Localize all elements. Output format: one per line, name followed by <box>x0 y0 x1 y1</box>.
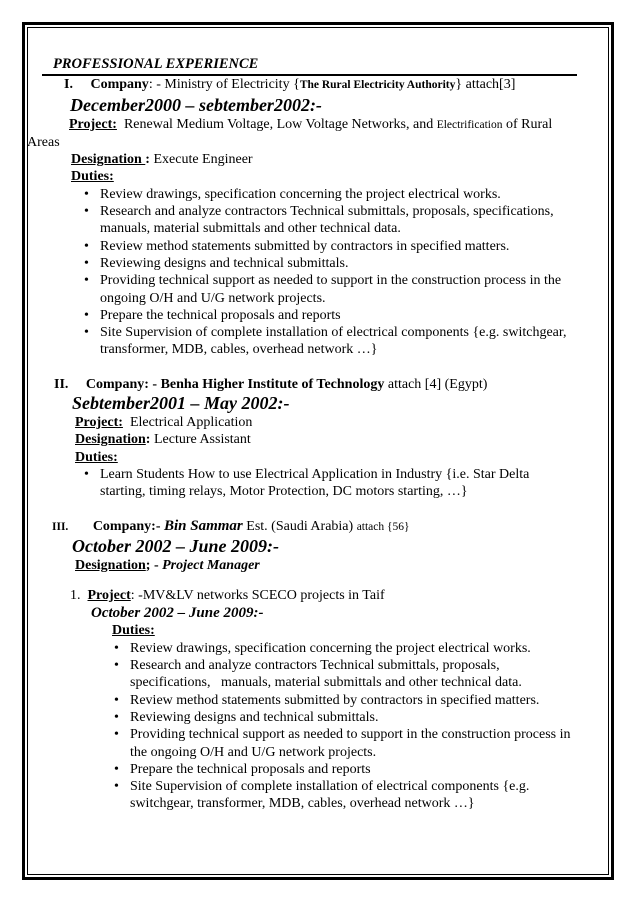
job1-designation-text: Execute Engineer <box>149 152 253 168</box>
job3-duties-list <box>42 640 580 813</box>
job2-designation-sep: : <box>145 432 151 448</box>
job1-company-label: Company <box>90 77 149 93</box>
duty-continuation: transformer, MDB, cables, overhead network …} <box>100 342 378 358</box>
job1-dates: December2000 – sebtember2002:- <box>70 94 322 115</box>
job1-company-line <box>42 76 580 94</box>
job1-project-label: Project: <box>69 116 117 132</box>
duty-item: • Providing technical support as needed to support in the construction process in the <box>100 272 580 289</box>
duty-item-cont <box>100 290 580 307</box>
duty-item: • Review method statements submitted by contractors in specified matters. <box>100 238 580 255</box>
job1-project-text-c: of Rural <box>502 116 553 132</box>
job2-project-label: Project: <box>75 415 123 431</box>
duty-item: • Prepare the technical proposals and reports <box>100 307 580 324</box>
job2-designation-text: Lecture Assistant <box>150 432 251 448</box>
resume-content <box>27 56 580 813</box>
duty-item: • Reviewing designs and technical submittals. <box>130 709 580 726</box>
job2-duties-list <box>42 466 580 501</box>
job1-project-continued: Areas <box>27 134 60 150</box>
duty-continuation: ongoing O/H and U/G network projects. <box>100 290 326 306</box>
job3-project-num: 1. <box>70 588 81 604</box>
duty-continuation: switchgear, transformer, MDB, cables, overhead network …} <box>130 796 475 812</box>
section-heading: PROFESSIONAL EXPERIENCE <box>42 56 577 76</box>
job2-company-label: Company: - Benha Higher Institute of Technology <box>85 376 385 392</box>
duty-item-cont <box>100 483 580 500</box>
duty-item: • Review drawings, specification concerning the project electrical works. <box>130 640 580 657</box>
job3-roman: III. <box>52 520 69 533</box>
job3-project-line <box>42 587 580 604</box>
job1-project-text-b: Electrification <box>436 118 503 131</box>
job2-attach: attach [4] (Egypt) <box>384 376 488 392</box>
job2-roman: II. <box>54 376 69 392</box>
duty-item-cont <box>130 744 580 761</box>
duty-item: • Site Supervision of complete installation of electrical components {e.g. switchgear, <box>100 324 580 341</box>
duty-continuation: manuals, material submittals and other technical data. <box>100 221 401 237</box>
duty-item-cont <box>100 341 580 358</box>
job3-company-name: Bin Sammar <box>163 517 243 534</box>
job2-project-line <box>42 414 580 431</box>
job3-designation-line <box>42 557 580 574</box>
duty-item: • Prepare the technical proposals and reports <box>130 761 580 778</box>
job1-company-name: Ministry of Electricity <box>164 77 290 93</box>
job1-designation-line <box>42 151 580 168</box>
job2-project-text: Electrical Application <box>122 415 253 431</box>
job1-project-line <box>42 116 580 134</box>
job1-duties-label: Duties: <box>71 169 114 185</box>
job3-project-dates: October 2002 – June 2009:- <box>91 605 264 622</box>
job2-dates: Sebtember2001 – May 2002:- <box>72 393 290 414</box>
duty-item-cont <box>130 674 580 691</box>
job1-roman: I. <box>64 77 73 93</box>
job2-designation-label: Designation <box>75 432 146 448</box>
duty-item: • Reviewing designs and technical submittals. <box>100 255 580 272</box>
job1-designation-sep: : <box>145 152 150 168</box>
job2-duties-label: Duties: <box>75 449 118 465</box>
duty-item: • Learn Students How to use Electrical Application in Industry {i.e. Star Delta <box>100 466 580 483</box>
job3-designation-label: Designation <box>75 557 146 573</box>
job3-company-line <box>42 518 580 536</box>
job3-duties-label: Duties: <box>112 623 155 639</box>
job3-project-text: : -MV&LV networks SCECO projects in Taif <box>130 588 385 604</box>
duty-item: • Research and analyze contractors Technical submittals, proposals, specifications, <box>100 203 580 220</box>
job1-authority: The Rural Electricity Authority <box>299 79 456 92</box>
job1-brace-open: { <box>293 77 300 93</box>
job2-designation-line <box>42 431 580 448</box>
job3-attach: attach {56} <box>356 520 410 533</box>
duty-continuation: starting, timing relays, Motor Protection, DC motors starting, …} <box>100 484 468 500</box>
duty-item: • Review method statements submitted by contractors in specified matters. <box>130 692 580 709</box>
job3-designation-text: Project Manager <box>162 557 260 573</box>
duty-item: • Site Supervision of complete installation of electrical components {e.g. <box>130 778 580 795</box>
duty-item-cont <box>100 220 580 237</box>
duty-item: • Review drawings, specification concerning the project electrical works. <box>100 186 580 203</box>
job3-company-est: Est. (Saudi Arabia) <box>242 518 357 534</box>
job1-designation-label: Designation <box>71 152 146 168</box>
job1-attach: attach[3] <box>462 77 516 93</box>
duty-item: • Providing technical support as needed to support in the construction process in <box>130 726 580 743</box>
job1-duties-list <box>42 186 580 359</box>
job3-designation-sep: ; - <box>145 557 163 573</box>
job3-project-label: Project <box>87 588 131 604</box>
job1-company-sep: : - <box>148 77 165 93</box>
job2-company-line <box>42 376 580 393</box>
job1-project-text-a: Renewal Medium Voltage, Low Voltage Networks, and <box>116 116 437 132</box>
duty-continuation: the ongoing O/H and U/G network projects. <box>130 744 377 760</box>
job3-dates: October 2002 – June 2009:- <box>72 535 279 556</box>
duty-item-cont <box>130 795 580 812</box>
duty-continuation: specifications, manuals, material submittals and other technical data. <box>130 675 522 691</box>
job3-company-label: Company:- <box>92 518 164 534</box>
duty-item: • Research and analyze contractors Technical submittals, proposals, <box>130 657 580 674</box>
job1-brace-close: } <box>455 77 463 93</box>
